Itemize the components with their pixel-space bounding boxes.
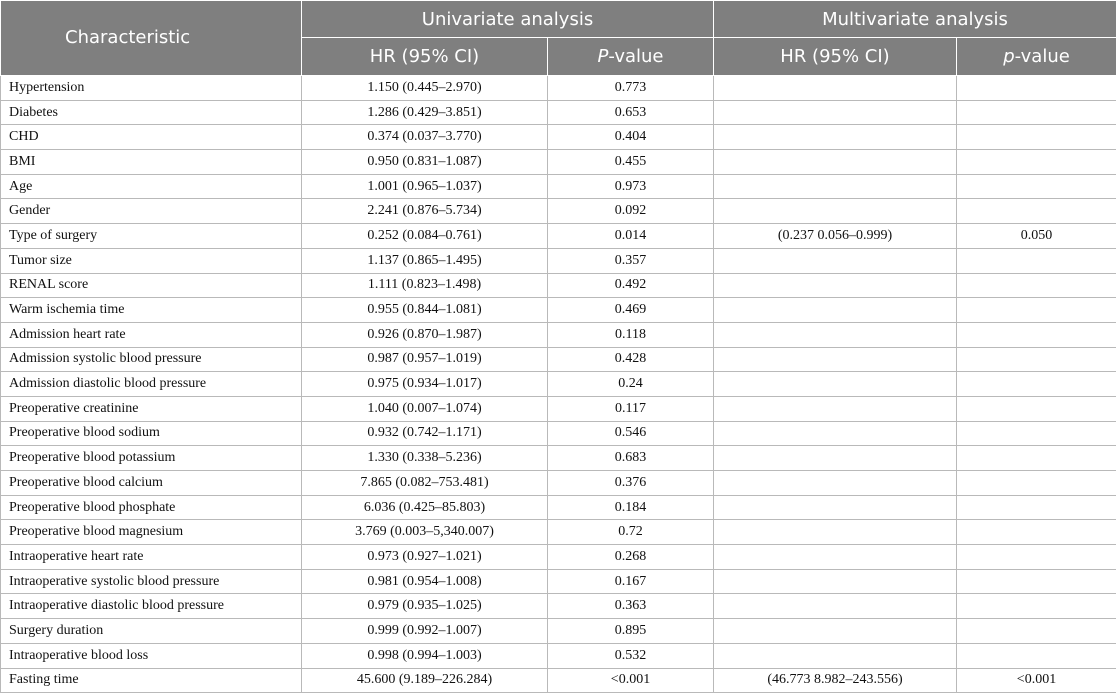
characteristic-cell: Tumor size xyxy=(1,248,302,273)
table-row xyxy=(1,668,1116,693)
multi-p-cell: <0.001 xyxy=(957,668,1116,693)
uni-hr-cell: 0.932 (0.742–1.171) xyxy=(302,421,548,446)
uni-hr-cell: 1.111 (0.823–1.498) xyxy=(302,273,548,298)
characteristic-cell: Admission diastolic blood pressure xyxy=(1,372,302,397)
characteristic-cell: Warm ischemia time xyxy=(1,298,302,323)
uni-p-header xyxy=(548,38,714,76)
uni-hr-cell: 0.979 (0.935–1.025) xyxy=(302,594,548,619)
multi-hr-cell xyxy=(714,76,957,101)
multi-hr-cell xyxy=(714,569,957,594)
multi-p-cell xyxy=(957,545,1116,570)
uni-p-cell: 0.72 xyxy=(548,520,714,545)
uni-hr-cell: 0.950 (0.831–1.087) xyxy=(302,150,548,175)
uni-hr-cell: 45.600 (9.189–226.284) xyxy=(302,668,548,693)
multi-p-header xyxy=(957,38,1116,76)
table-row xyxy=(1,421,1116,446)
multi-hr-cell: (0.237 0.056–0.999) xyxy=(714,224,957,249)
uni-hr-cell: 0.374 (0.037–3.770) xyxy=(302,125,548,150)
uni-p-cell: 0.653 xyxy=(548,100,714,125)
table-body xyxy=(1,76,1116,693)
uni-p-cell: 0.455 xyxy=(548,150,714,175)
table-row xyxy=(1,174,1116,199)
uni-p-cell: 0.092 xyxy=(548,199,714,224)
multi-hr-cell xyxy=(714,125,957,150)
multi-hr-header: HR (95% CI) xyxy=(714,38,957,76)
characteristic-cell: Intraoperative blood loss xyxy=(1,643,302,668)
multi-p-cell xyxy=(957,174,1116,199)
table-row xyxy=(1,372,1116,397)
multi-hr-cell xyxy=(714,150,957,175)
uni-hr-header: HR (95% CI) xyxy=(302,38,548,76)
uni-hr-cell: 1.150 (0.445–2.970) xyxy=(302,76,548,101)
multivariate-header: Multivariate analysis xyxy=(714,1,1116,38)
multi-p-cell xyxy=(957,396,1116,421)
uni-p-cell: 0.973 xyxy=(548,174,714,199)
uni-hr-cell: 0.981 (0.954–1.008) xyxy=(302,569,548,594)
uni-hr-cell: 2.241 (0.876–5.734) xyxy=(302,199,548,224)
characteristic-cell: Fasting time xyxy=(1,668,302,693)
uni-hr-cell: 1.001 (0.965–1.037) xyxy=(302,174,548,199)
multi-hr-cell xyxy=(714,446,957,471)
table-row xyxy=(1,495,1116,520)
uni-p-cell: 0.428 xyxy=(548,347,714,372)
multi-p-cell xyxy=(957,248,1116,273)
uni-hr-cell: 3.769 (0.003–5,340.007) xyxy=(302,520,548,545)
multi-hr-cell xyxy=(714,643,957,668)
multi-hr-cell xyxy=(714,619,957,644)
multi-hr-cell xyxy=(714,520,957,545)
multi-p-cell xyxy=(957,100,1116,125)
table-row xyxy=(1,446,1116,471)
uni-p-cell: 0.184 xyxy=(548,495,714,520)
uni-hr-cell: 0.987 (0.957–1.019) xyxy=(302,347,548,372)
uni-hr-cell: 0.973 (0.927–1.021) xyxy=(302,545,548,570)
characteristic-cell: Type of surgery xyxy=(1,224,302,249)
multi-p-cell xyxy=(957,643,1116,668)
characteristic-cell: Hypertension xyxy=(1,76,302,101)
multi-hr-cell: (46.773 8.982–243.556) xyxy=(714,668,957,693)
multi-p-cell xyxy=(957,471,1116,496)
table-row xyxy=(1,347,1116,372)
multi-hr-cell xyxy=(714,545,957,570)
uni-p-cell: 0.532 xyxy=(548,643,714,668)
table-row xyxy=(1,224,1116,249)
uni-hr-cell: 1.040 (0.007–1.074) xyxy=(302,396,548,421)
uni-p-cell: <0.001 xyxy=(548,668,714,693)
uni-hr-cell: 0.252 (0.084–0.761) xyxy=(302,224,548,249)
multi-p-cell xyxy=(957,372,1116,397)
characteristic-cell: Intraoperative heart rate xyxy=(1,545,302,570)
multi-hr-cell xyxy=(714,372,957,397)
uni-p-cell: 0.492 xyxy=(548,273,714,298)
uni-hr-cell: 0.926 (0.870–1.987) xyxy=(302,322,548,347)
characteristic-cell: Admission heart rate xyxy=(1,322,302,347)
characteristic-cell: BMI xyxy=(1,150,302,175)
uni-p-cell: 0.683 xyxy=(548,446,714,471)
multi-p-cell xyxy=(957,495,1116,520)
multi-p-cell xyxy=(957,569,1116,594)
uni-hr-cell: 6.036 (0.425–85.803) xyxy=(302,495,548,520)
multi-hr-cell xyxy=(714,594,957,619)
multi-p-letter: p xyxy=(1003,46,1015,67)
multi-hr-cell xyxy=(714,495,957,520)
table-row xyxy=(1,520,1116,545)
uni-hr-cell: 0.955 (0.844–1.081) xyxy=(302,298,548,323)
characteristic-cell: Preoperative blood calcium xyxy=(1,471,302,496)
uni-p-cell: 0.117 xyxy=(548,396,714,421)
multi-p-cell xyxy=(957,125,1116,150)
characteristic-header-label: Characteristic xyxy=(65,26,191,48)
multi-hr-cell xyxy=(714,273,957,298)
multi-p-cell: 0.050 xyxy=(957,224,1116,249)
multi-p-cell xyxy=(957,619,1116,644)
table-row xyxy=(1,569,1116,594)
uni-p-cell: 0.773 xyxy=(548,76,714,101)
table-row xyxy=(1,643,1116,668)
multi-hr-cell xyxy=(714,100,957,125)
characteristic-cell: Preoperative blood potassium xyxy=(1,446,302,471)
multi-hr-cell xyxy=(714,322,957,347)
table-row xyxy=(1,545,1116,570)
multi-p-cell xyxy=(957,199,1116,224)
characteristic-cell: RENAL score xyxy=(1,273,302,298)
multi-p-cell xyxy=(957,421,1116,446)
multi-hr-cell xyxy=(714,298,957,323)
uni-hr-cell: 0.998 (0.994–1.003) xyxy=(302,643,548,668)
characteristic-cell: Preoperative blood phosphate xyxy=(1,495,302,520)
table-header xyxy=(1,1,1116,76)
characteristic-cell: Age xyxy=(1,174,302,199)
multi-hr-cell xyxy=(714,347,957,372)
table-row xyxy=(1,150,1116,175)
characteristic-cell: Preoperative blood magnesium xyxy=(1,520,302,545)
multi-p-cell xyxy=(957,322,1116,347)
characteristic-cell: Intraoperative diastolic blood pressure xyxy=(1,594,302,619)
uni-p-cell: 0.268 xyxy=(548,545,714,570)
characteristic-cell: Preoperative creatinine xyxy=(1,396,302,421)
multi-hr-cell xyxy=(714,199,957,224)
multi-p-cell xyxy=(957,150,1116,175)
characteristic-cell: CHD xyxy=(1,125,302,150)
multi-p-cell xyxy=(957,347,1116,372)
table-row xyxy=(1,594,1116,619)
multi-hr-cell xyxy=(714,174,957,199)
multi-p-cell xyxy=(957,298,1116,323)
uni-hr-cell: 7.865 (0.082–753.481) xyxy=(302,471,548,496)
multi-hr-cell xyxy=(714,396,957,421)
uni-hr-cell: 1.286 (0.429–3.851) xyxy=(302,100,548,125)
multi-p-cell xyxy=(957,76,1116,101)
characteristic-cell: Admission systolic blood pressure xyxy=(1,347,302,372)
multi-hr-cell xyxy=(714,421,957,446)
table-row xyxy=(1,273,1116,298)
uni-p-cell: 0.546 xyxy=(548,421,714,446)
multi-hr-cell xyxy=(714,471,957,496)
uni-p-cell: 0.357 xyxy=(548,248,714,273)
uni-p-cell: 0.014 xyxy=(548,224,714,249)
multi-hr-cell xyxy=(714,248,957,273)
characteristic-header xyxy=(1,1,302,76)
table-row xyxy=(1,322,1116,347)
uni-p-cell: 0.404 xyxy=(548,125,714,150)
uni-p-cell: 0.469 xyxy=(548,298,714,323)
uni-p-cell: 0.376 xyxy=(548,471,714,496)
univariate-header: Univariate analysis xyxy=(302,1,714,38)
multi-p-cell xyxy=(957,446,1116,471)
table-row xyxy=(1,100,1116,125)
uni-p-letter: P xyxy=(597,46,609,67)
table-row xyxy=(1,298,1116,323)
uni-p-cell: 0.118 xyxy=(548,322,714,347)
table-row xyxy=(1,396,1116,421)
table-row xyxy=(1,199,1116,224)
uni-p-suffix: -value xyxy=(608,46,664,67)
multi-p-cell xyxy=(957,273,1116,298)
characteristic-cell: Gender xyxy=(1,199,302,224)
uni-p-cell: 0.363 xyxy=(548,594,714,619)
uni-p-cell: 0.167 xyxy=(548,569,714,594)
uni-hr-cell: 1.330 (0.338–5.236) xyxy=(302,446,548,471)
uni-p-cell: 0.895 xyxy=(548,619,714,644)
multi-p-cell xyxy=(957,520,1116,545)
characteristic-cell: Diabetes xyxy=(1,100,302,125)
table-row xyxy=(1,619,1116,644)
characteristic-cell: Surgery duration xyxy=(1,619,302,644)
uni-p-cell: 0.24 xyxy=(548,372,714,397)
multi-p-cell xyxy=(957,594,1116,619)
uni-hr-cell: 0.975 (0.934–1.017) xyxy=(302,372,548,397)
multi-p-suffix: -value xyxy=(1014,46,1070,67)
uni-hr-cell: 1.137 (0.865–1.495) xyxy=(302,248,548,273)
table-row xyxy=(1,76,1116,101)
table-row xyxy=(1,125,1116,150)
characteristic-cell: Intraoperative systolic blood pressure xyxy=(1,569,302,594)
table-row xyxy=(1,248,1116,273)
characteristic-cell: Preoperative blood sodium xyxy=(1,421,302,446)
table-row xyxy=(1,471,1116,496)
uni-hr-cell: 0.999 (0.992–1.007) xyxy=(302,619,548,644)
